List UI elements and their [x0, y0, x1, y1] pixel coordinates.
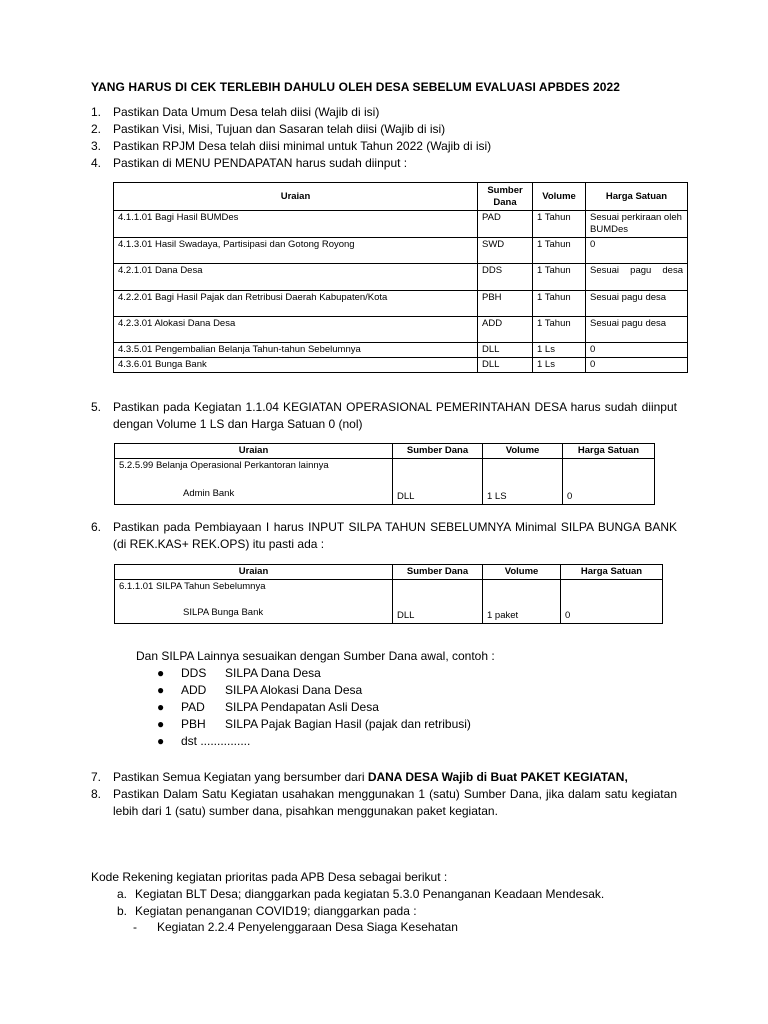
- table-header-row: Uraian Sumber Dana Volume Harga Satuan: [115, 565, 663, 580]
- list-item: ● ADD SILPA Alokasi Dana Desa: [157, 683, 363, 697]
- table-row: 4.2.1.01 Dana Desa DDS 1 Tahun Sesuai pagu desa: [114, 264, 688, 291]
- table-row: 6.1.1.01 SILPA Tahun Sebelumnya SILPA Bunga Bank DLL 1 paket 0: [115, 580, 663, 624]
- kode-item-b: b. Kegiatan penanganan COVID19; dianggarkan pada :: [117, 904, 417, 918]
- table-row: 4.2.3.01 Alokasi Dana Desa ADD 1 Tahun Sesuai pagu desa: [114, 317, 688, 343]
- header-harga-satuan: Harga Satuan: [586, 183, 688, 211]
- document-title: YANG HARUS DI CEK TERLEBIH DAHULU OLEH DESA SEBELUM EVALUASI APBDES 2022: [91, 80, 621, 94]
- step-3: 3. Pastikan RPJM Desa telah diisi minimal untuk Tahun 2022 (Wajib di isi): [91, 139, 492, 153]
- table-row: 4.2.2.01 Bagi Hasil Pajak dan Retribusi Daerah Kabupaten/Kota PBH 1 Tahun Sesuai pagu desa: [114, 291, 688, 317]
- list-item: ● dst ...............: [157, 734, 251, 748]
- kode-item-a: a. Kegiatan BLT Desa; dianggarkan pada kegiatan 5.3.0 Penanganan Keadaan Mendesak.: [117, 887, 605, 901]
- silpa-list: [157, 665, 471, 750]
- table-row: 4.3.5.01 Pengembalian Belanja Tahun-tahun Sebelumnya DLL 1 Ls 0: [114, 343, 688, 358]
- operasional-table: [114, 443, 655, 505]
- table-row: 4.1.3.01 Hasil Swadaya, Partisipasi dan Gotong Royong SWD 1 Tahun 0: [114, 238, 688, 264]
- step-7: 7. Pastikan Semua Kegiatan yang bersumber dari DANA DESA Wajib di Buat PAKET KEGIATAN,: [91, 770, 628, 784]
- kode-rekening-intro: Kode Rekening kegiatan prioritas pada APB Desa sebagai berikut :: [91, 870, 448, 884]
- list-item: ● DDS SILPA Dana Desa: [157, 666, 321, 680]
- step-1: 1. Pastikan Data Umum Desa telah diisi (Wajib di isi): [91, 105, 380, 119]
- table-header-row: Uraian Sumber Dana Volume Harga Satuan: [115, 444, 655, 459]
- bullet-icon: ●: [157, 700, 165, 714]
- bullet-icon: ●: [157, 717, 165, 731]
- table-row: 4.3.6.01 Bunga Bank DLL 1 Ls 0: [114, 358, 688, 373]
- bullet-icon: ●: [157, 683, 165, 697]
- step-6: 6. Pastikan pada Pembiayaan I harus INPUT SILPA TAHUN SEBELUMNYA Minimal SILPA BUNGA BANK (di REK.KAS+ REK.OPS) itu pasti ada :: [91, 520, 677, 551]
- silpa-table: [114, 564, 663, 624]
- header-sumber-dana: Sumber Dana: [478, 183, 533, 211]
- table-row: 4.1.1.01 Bagi Hasil BUMDes PAD 1 Tahun Sesuai perkiraan oleh BUMDes: [114, 211, 688, 238]
- table-header-row: [114, 183, 688, 211]
- bullet-icon: ●: [157, 666, 165, 680]
- bullet-icon: ●: [157, 734, 165, 748]
- pendapatan-table: [113, 182, 688, 373]
- kode-sub-item: - Kegiatan 2.2.4 Penyelenggaraan Desa Siaga Kesehatan: [133, 920, 458, 934]
- list-item: ● PBH SILPA Pajak Bagian Hasil (pajak dan retribusi): [157, 717, 471, 731]
- header-volume: Volume: [533, 183, 586, 211]
- table-row: 5.2.5.99 Belanja Operasional Perkantoran lainnya Admin Bank DLL 1 LS 0: [115, 459, 655, 505]
- list-item: ● PAD SILPA Pendapatan Asli Desa: [157, 700, 379, 714]
- silpa-intro: Dan SILPA Lainnya sesuaikan dengan Sumber Dana awal, contoh :: [136, 649, 495, 663]
- step-2: 2. Pastikan Visi, Misi, Tujuan dan Sasaran telah diisi (Wajib di isi): [91, 122, 446, 136]
- step-4: 4. Pastikan di MENU PENDAPATAN harus sudah diinput :: [91, 156, 408, 170]
- header-uraian: Uraian: [114, 183, 478, 211]
- step-5: 5. Pastikan pada Kegiatan 1.1.04 KEGIATAN OPERASIONAL PEMERINTAHAN DESA harus sudah diinput dengan Volume 1 LS dan Harga Satuan 0 (nol): [91, 400, 677, 431]
- step-8: 8. Pastikan Dalam Satu Kegiatan usahakan menggunakan 1 (satu) Sumber Dana, jika dalam satu kegiatan lebih dari 1 (satu) sumber dana, pisahkan menggunakan paket kegiatan.: [91, 787, 677, 818]
